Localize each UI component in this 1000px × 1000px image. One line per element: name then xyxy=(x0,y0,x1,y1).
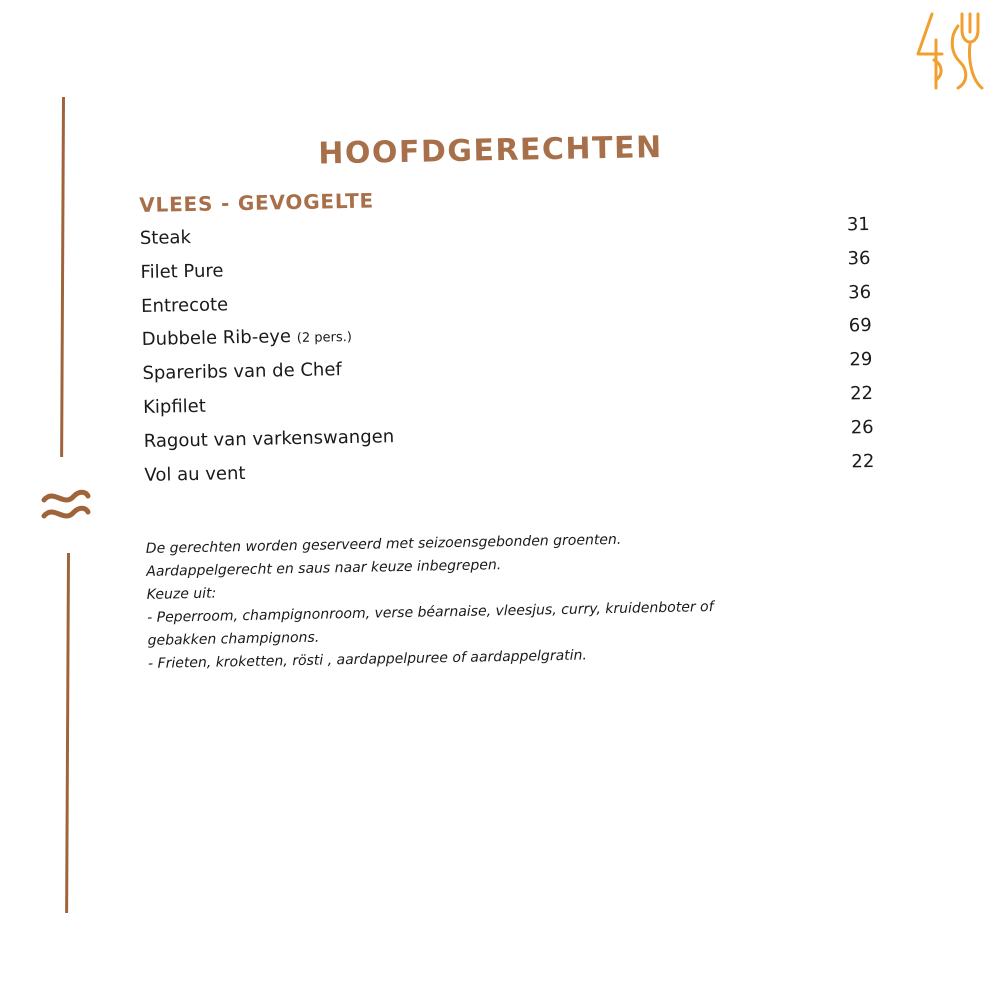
menu-notes xyxy=(146,524,879,676)
left-divider-line-bottom xyxy=(65,553,70,913)
notes-line: gebakken champignons. xyxy=(147,629,320,650)
menu-item-price: 31 xyxy=(846,213,870,236)
notes-line: - Frieten, kroketten, rösti , aardappelpuree of aardappelgratin. xyxy=(147,647,588,673)
menu-item-name: Vol au vent xyxy=(144,462,246,486)
menu-content xyxy=(138,126,878,676)
notes-line: Keuze uit: xyxy=(146,585,217,604)
menu-item-name: Spareribs van de Chef xyxy=(142,359,342,385)
wave-divider-icon xyxy=(40,484,92,524)
menu-item-note: (2 pers.) xyxy=(296,330,352,347)
cutlery-logo-icon xyxy=(912,10,984,92)
left-divider-line-top xyxy=(60,97,65,457)
menu-item-name: Dubbele Rib-eye xyxy=(141,326,292,351)
menu-item-price: 22 xyxy=(849,382,874,405)
menu-item-label xyxy=(140,254,224,289)
menu-item-name: Entrecote xyxy=(140,293,229,317)
menu-item-label xyxy=(140,221,192,256)
menu-item-label xyxy=(143,390,206,425)
menu-item-price: 26 xyxy=(850,416,874,439)
section-title: VLEES - GEVOGELTE xyxy=(139,188,375,217)
menu-item-label xyxy=(141,288,229,323)
menu-item-price: 22 xyxy=(851,450,875,472)
notes-line: De gerechten worden geserveerd met seizoensgebonden groenten. xyxy=(145,532,622,558)
menu-item-price: 36 xyxy=(847,281,872,303)
menu-item-label xyxy=(144,457,246,493)
menu-item-label xyxy=(142,353,342,391)
menu-item-name: Filet Pure xyxy=(140,260,224,283)
menu-item-price: 36 xyxy=(847,247,871,270)
menu-item-name: Steak xyxy=(139,227,192,249)
notes-line: - Peperroom, champignonroom, verse béarnaise, vleesjus, curry, kruidenboter of xyxy=(147,599,714,627)
menu-item-label xyxy=(143,420,394,459)
notes-line: Aardappelgerecht en saus naar keuze inbegrepen. xyxy=(146,557,502,581)
menu-item-name: Ragout van varkenswangen xyxy=(143,425,395,452)
page-title: HOOFDGERECHTEN xyxy=(317,129,663,172)
menu-item-price: 29 xyxy=(849,349,873,371)
menu-item-name: Kipfilet xyxy=(142,395,207,418)
menu-item-price: 69 xyxy=(848,315,872,337)
menu-list xyxy=(140,208,875,492)
